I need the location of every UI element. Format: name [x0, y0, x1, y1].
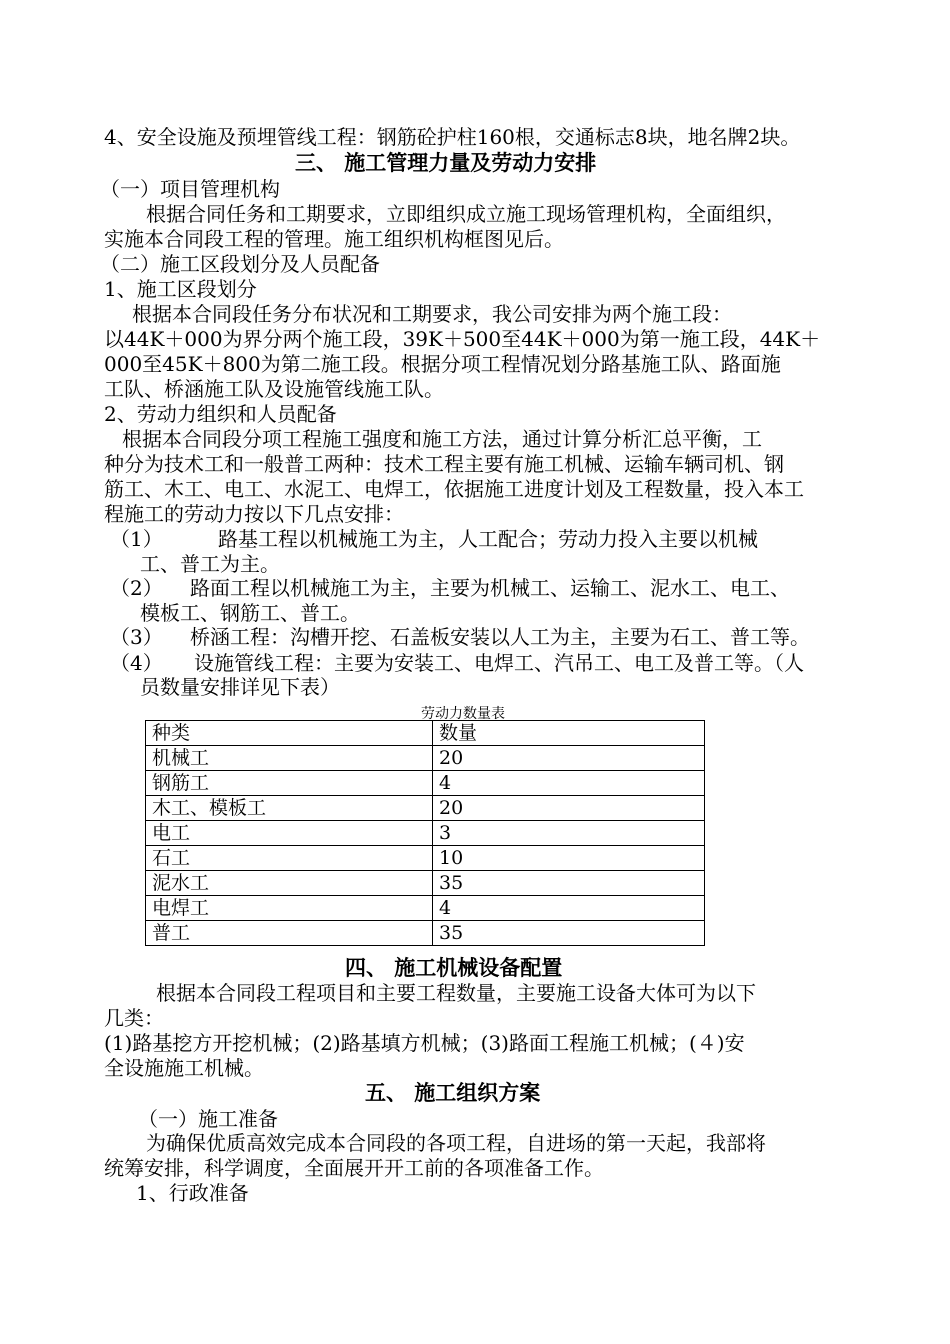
body-line: 统筹安排，科学调度，全面展开开工前的各项准备工作。 [104, 1156, 604, 1180]
body-line: 筋工、木工、电工、水泥工、电焊工，依据施工进度计划及工程数量，投入本工 [104, 477, 804, 501]
table-row [146, 871, 705, 896]
table-cell: 4 [433, 896, 705, 921]
body-line: 以44K＋000为界分两个施工段，39K＋500至44K＋000为第一施工段，44K＋ [104, 327, 821, 351]
body-line: 000至45K＋800为第二施工段。根据分项工程情况划分路基施工队、路面施 [104, 352, 781, 376]
body-line: 种分为技术工和一般普工两种：技术工程主要有施工机械、运输车辆司机、钢 [104, 452, 784, 476]
table-row [146, 896, 705, 921]
table-cell: 石工 [146, 846, 433, 871]
table-row [146, 746, 705, 771]
table-cell: 4 [433, 771, 705, 796]
table-row [146, 821, 705, 846]
body-line: (1)路基挖方开挖机械；(2)路基填方机械；(3)路面工程施工机械；(４)安 [104, 1031, 745, 1055]
list-item-text: 员数量安排详见下表） [140, 675, 340, 699]
body-line: 4、安全设施及预埋管线工程：钢筋砼护柱160根，交通标志8块，地名牌2块。 [104, 125, 801, 149]
table-row [146, 771, 705, 796]
table-row [146, 796, 705, 821]
list-item-number: （2） [110, 576, 163, 600]
table-header-cell: 数量 [433, 721, 705, 746]
list-item-number: （3） [110, 625, 163, 649]
table-row [146, 921, 705, 946]
table-cell: 泥水工 [146, 871, 433, 896]
list-item-text: 设施管线工程：主要为安装工、电焊工、汽吊工、电工及普工等。（人 [194, 651, 804, 675]
section-heading: 五、 施工组织方案 [365, 1081, 541, 1105]
table-header-row [146, 721, 705, 746]
body-line: 工队、桥涵施工队及设施管线施工队。 [104, 377, 444, 401]
body-line: 程施工的劳动力按以下几点安排： [104, 502, 404, 526]
body-line: 几类： [104, 1006, 164, 1030]
list-item-text: 工、普工为主。 [140, 552, 280, 576]
subsection-heading: （二）施工区段划分及人员配备 [100, 252, 380, 276]
table-cell: 10 [433, 846, 705, 871]
table-header-cell: 种类 [146, 721, 433, 746]
list-item-text: 模板工、钢筋工、普工。 [140, 601, 360, 625]
list-item-text: 路面工程以机械施工为主，主要为机械工、运输工、泥水工、电工、 [190, 576, 790, 600]
table-cell: 20 [433, 746, 705, 771]
table-cell: 机械工 [146, 746, 433, 771]
table-cell: 钢筋工 [146, 771, 433, 796]
body-line: 1、施工区段划分 [104, 277, 257, 301]
body-line: 全设施施工机械。 [104, 1056, 264, 1080]
list-item-text: 路基工程以机械施工为主，人工配合；劳动力投入主要以机械 [218, 527, 758, 551]
body-line: 根据本合同段工程项目和主要工程数量，主要施工设备大体可为以下 [156, 981, 756, 1005]
list-item-number: （1） [110, 527, 163, 551]
body-line: 根据本合同段任务分布状况和工期要求，我公司安排为两个施工段： [132, 302, 732, 326]
section-heading: 三、 施工管理力量及劳动力安排 [295, 151, 597, 175]
body-line: 根据本合同段分项工程施工强度和施工方法，通过计算分析汇总平衡，工 [122, 427, 762, 451]
list-item-number: （4） [110, 651, 163, 675]
table-cell: 普工 [146, 921, 433, 946]
section-heading: 四、 施工机械设备配置 [345, 956, 563, 980]
body-line: 根据合同任务和工期要求，立即组织成立施工现场管理机构，全面组织， [146, 202, 786, 226]
table-cell: 35 [433, 921, 705, 946]
subsection-heading: （一）项目管理机构 [100, 177, 280, 201]
body-line: 1、行政准备 [136, 1181, 249, 1205]
table-row [146, 846, 705, 871]
table-caption: 劳动力数量表 [421, 706, 505, 722]
subsection-heading: （一）施工准备 [138, 1107, 278, 1131]
list-item-text: 桥涵工程：沟槽开挖、石盖板安装以人工为主，主要为石工、普工等。 [190, 625, 810, 649]
table-cell: 电焊工 [146, 896, 433, 921]
body-line: 为确保优质高效完成本合同段的各项工程，自进场的第一天起，我部将 [146, 1131, 766, 1155]
labor-table [145, 720, 705, 946]
body-line: 实施本合同段工程的管理。施工组织机构框图见后。 [104, 227, 564, 251]
body-line: 2、劳动力组织和人员配备 [104, 402, 337, 426]
table-cell: 电工 [146, 821, 433, 846]
table-cell: 木工、模板工 [146, 796, 433, 821]
table-cell: 20 [433, 796, 705, 821]
table-cell: 35 [433, 871, 705, 896]
table-cell: 3 [433, 821, 705, 846]
